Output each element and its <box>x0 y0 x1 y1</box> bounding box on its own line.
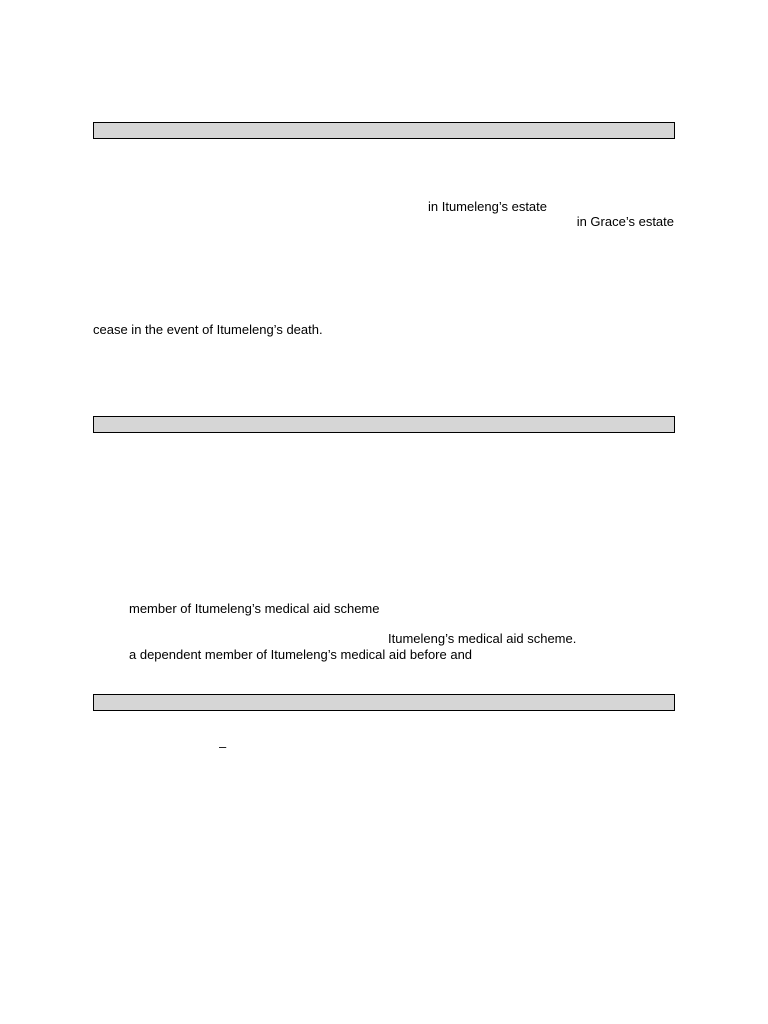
text-dash: – <box>219 739 227 754</box>
section-header-bar-2 <box>93 416 675 433</box>
text-member-medical-aid: member of Itumeleng’s medical aid scheme <box>129 601 380 616</box>
text-itumeleng-estate: in Itumeleng’s estate <box>428 199 547 214</box>
section-header-bar-1 <box>93 122 675 139</box>
text-cease-event: cease in the event of Itumeleng’s death. <box>93 322 323 337</box>
section-header-bar-3 <box>93 694 675 711</box>
text-dependent-member: a dependent member of Itumeleng’s medical aid before and <box>129 647 473 662</box>
text-medical-aid-scheme: Itumeleng’s medical aid scheme. <box>388 631 577 646</box>
text-grace-estate: in Grace’s estate <box>576 214 674 229</box>
